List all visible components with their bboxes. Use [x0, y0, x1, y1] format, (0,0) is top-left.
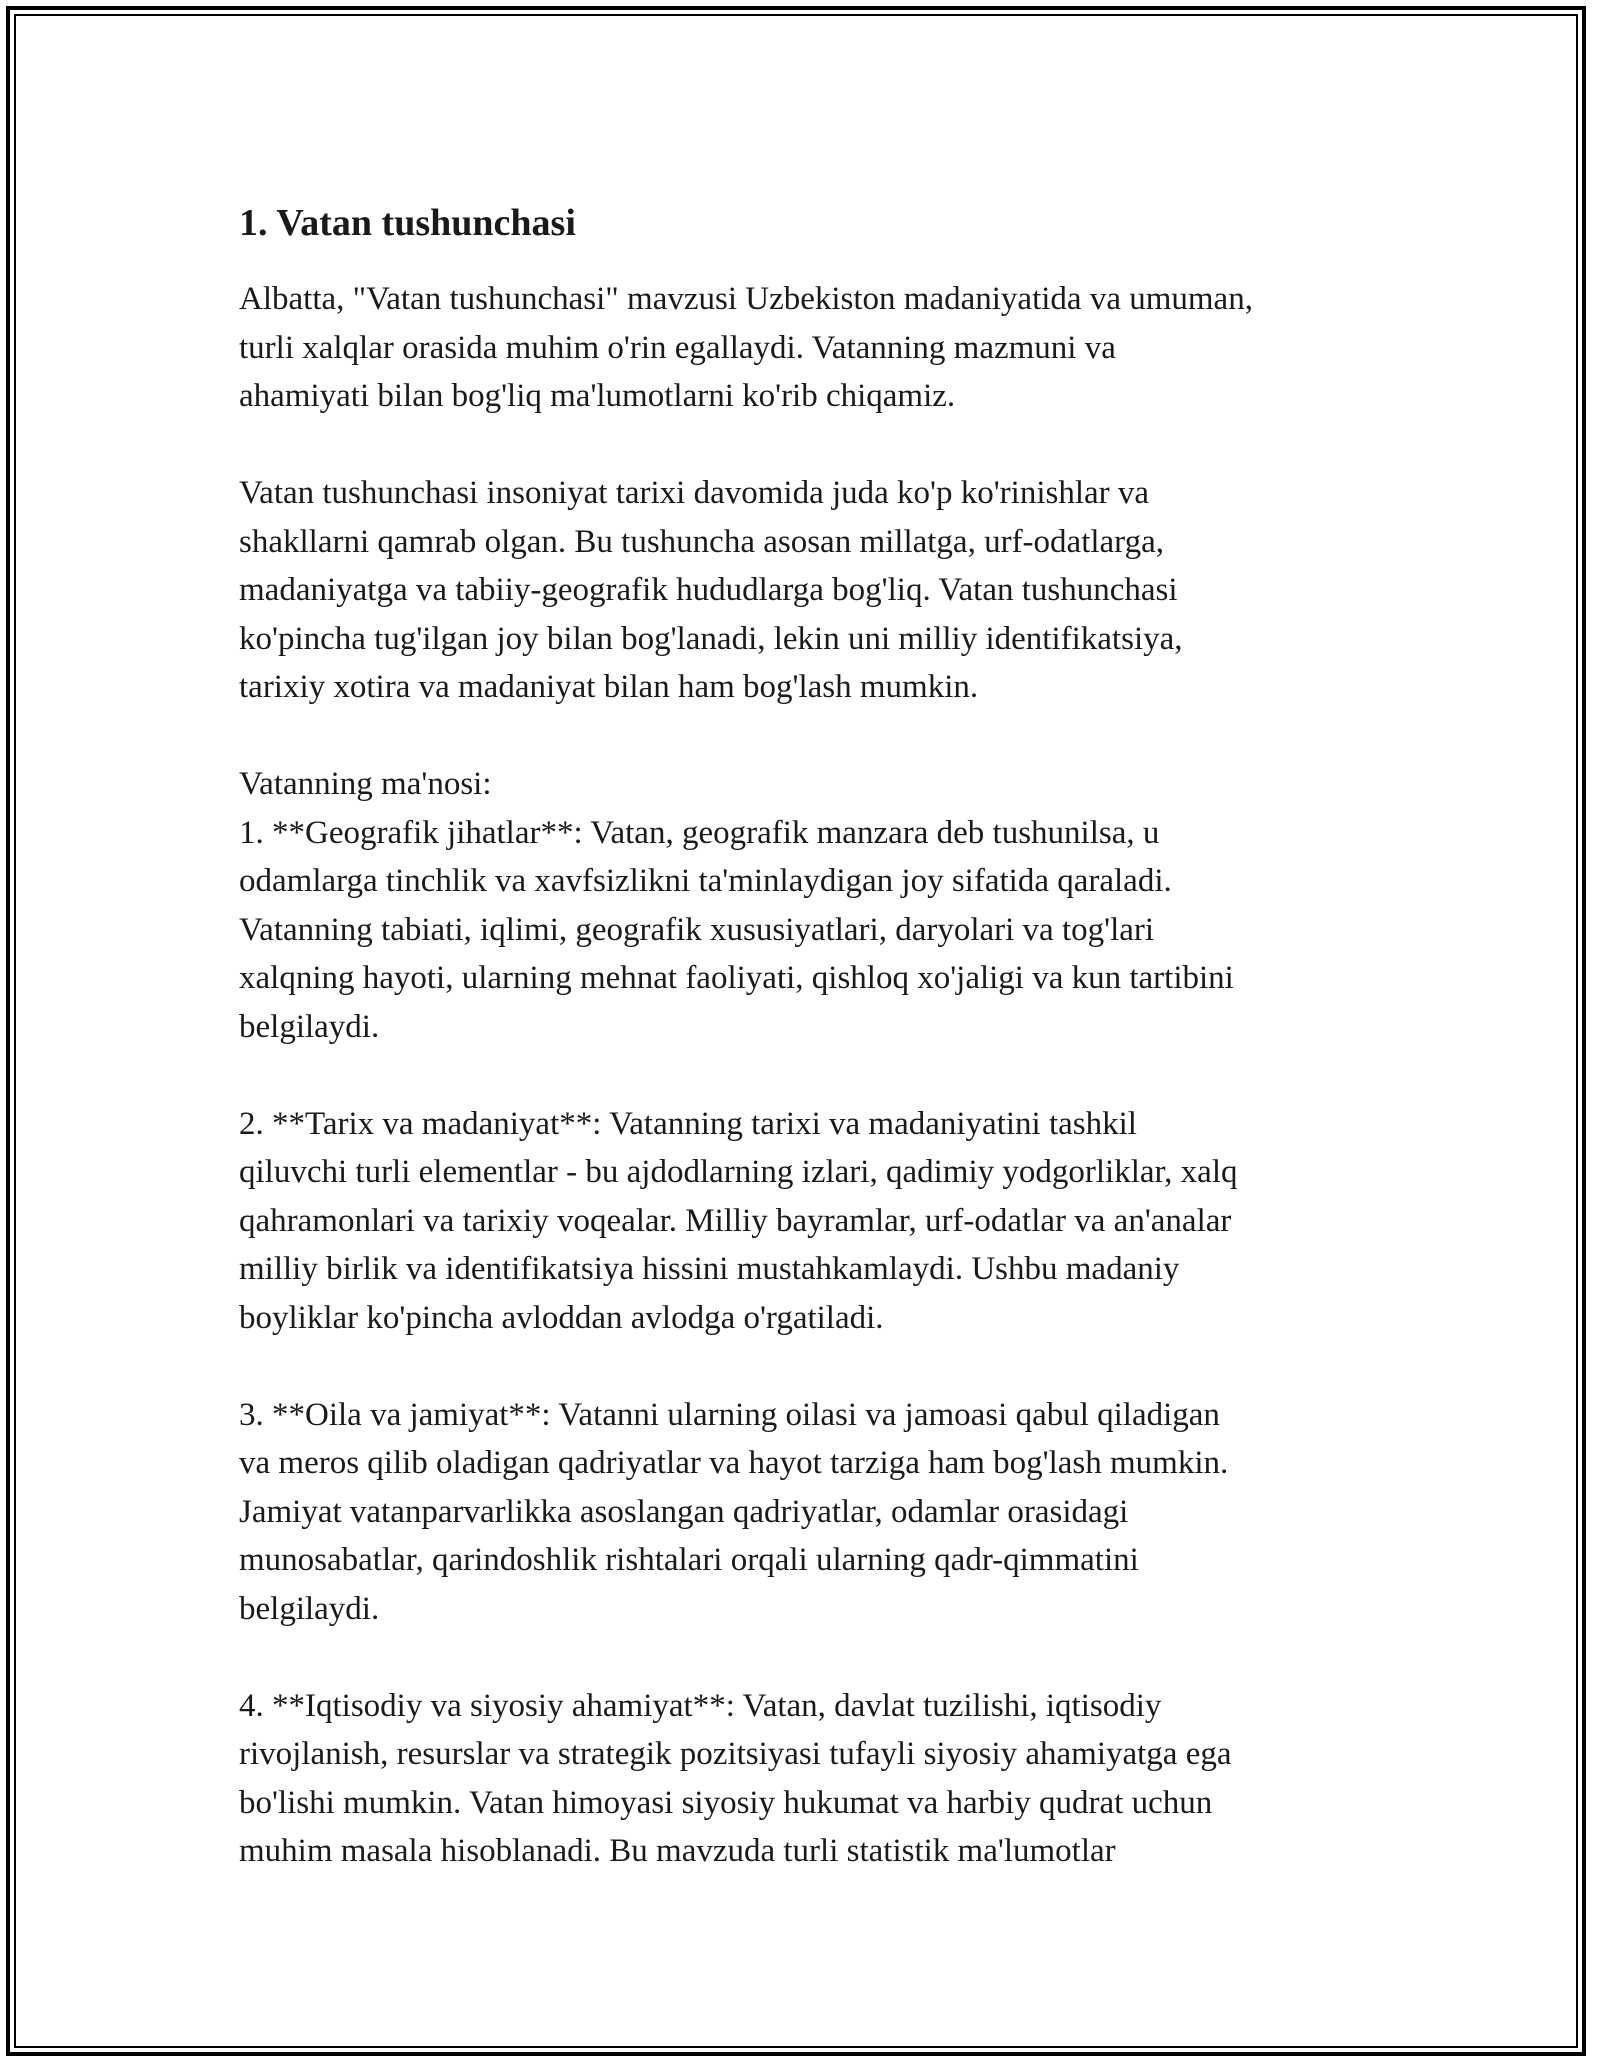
paragraph-line: xalqning hayoti, ularning mehnat faoliyati, qishloq xo'jaligi va kun tartibini [239, 960, 1234, 996]
paragraph-line: odamlarga tinchlik va xavfsizlikni ta'minlaydigan joy sifatida qaraladi. [239, 863, 1172, 899]
paragraph-line: Vatanning tabiati, iqlimi, geografik xususiyatlari, daryolari va tog'lari [239, 911, 1155, 948]
document-content [239, 197, 1389, 1924]
paragraph-line: tarixiy xotira va madaniyat bilan ham bog'lash mumkin. [239, 669, 979, 705]
paragraph-line: madaniyatga va tabiiy-geografik hududlarga bog'liq. Vatan tushunchasi [239, 572, 1178, 608]
paragraph-line: 4. **Iqtisodiy va siyosiy ahamiyat**: Vatan, davlat tuzilishi, iqtisodiy [239, 1687, 1162, 1724]
paragraph-line: shakllarni qamrab olgan. Bu tushuncha asosan millatga, urf-odatlarga, [239, 523, 1164, 560]
paragraph-line: turli xalqlar orasida muhim o'rin egallaydi. Vatanning mazmuni va [239, 329, 1116, 366]
paragraph-line: 1. **Geografik jihatlar**: Vatan, geografik manzara deb tushunilsa, u [239, 814, 1160, 851]
paragraph-line: Vatanning ma'nosi: [239, 766, 492, 802]
paragraph-line: 2. **Tarix va madaniyat**: Vatanning tarixi va madaniyatini tashkil [239, 1105, 1137, 1142]
paragraph-line: Jamiyat vatanparvarlikka asoslangan qadriyatlar, odamlar orasidagi [239, 1493, 1129, 1530]
paragraph [239, 1100, 1389, 1343]
paragraph-line: va meros qilib oladigan qadriyatlar va hayot tarziga ham bog'lash mumkin. [239, 1445, 1229, 1481]
paragraph-line: qahramonlari va tarixiy voqealar. Milliy bayramlar, urf-odatlar va an'analar [239, 1202, 1232, 1239]
paragraph [239, 760, 1389, 1051]
paragraph-line: Albatta, "Vatan tushunchasi" mavzusi Uzbekiston madaniyatida va umuman, [239, 281, 1253, 317]
paragraph-line: munosabatlar, qarindoshlik rishtalari orqali ularning qadr-qimmatini [239, 1542, 1139, 1578]
paragraph [239, 275, 1389, 421]
paragraph-line: ahamiyati bilan bog'liq ma'lumotlarni ko'rib chiqamiz. [239, 378, 956, 414]
paragraph-line: ko'pincha tug'ilgan joy bilan bog'lanadi, lekin uni milliy identifikatsiya, [239, 620, 1183, 657]
document-title: 1. Vatan tushunchasi [239, 202, 576, 244]
paragraph [239, 469, 1389, 712]
paragraph [239, 1682, 1389, 1876]
paragraph-line: rivojlanish, resurslar va strategik pozitsiyasi tufayli siyosiy ahamiyatga ega [239, 1736, 1232, 1772]
paragraph-line: 3. **Oila va jamiyat**: Vatanni ularning oilasi va jamoasi qabul qiladigan [239, 1396, 1220, 1433]
paragraph-line: muhim masala hisoblanadi. Bu mavzuda turli statistik ma'lumotlar [239, 1833, 1116, 1869]
document-page [6, 6, 1586, 2056]
paragraph-line: qiluvchi turli elementlar - bu ajdodlarning izlari, qadimiy yodgorliklar, xalq [239, 1154, 1238, 1190]
paragraph [239, 1391, 1389, 1634]
paragraph-line: bo'lishi mumkin. Vatan himoyasi siyosiy hukumat va harbiy qudrat uchun [239, 1784, 1213, 1821]
paragraph-line: milliy birlik va identifikatsiya hissini mustahkamlaydi. Ushbu madaniy [239, 1251, 1180, 1287]
paragraph-line: Vatan tushunchasi insoniyat tarixi davomida juda ko'p ko'rinishlar va [239, 475, 1150, 511]
paragraph-line: belgilaydi. [239, 1590, 380, 1627]
paragraph-line: belgilaydi. [239, 1008, 380, 1045]
document-body [239, 275, 1389, 1876]
paragraph-line: boyliklar ko'pincha avloddan avlodga o'rgatiladi. [239, 1299, 884, 1336]
